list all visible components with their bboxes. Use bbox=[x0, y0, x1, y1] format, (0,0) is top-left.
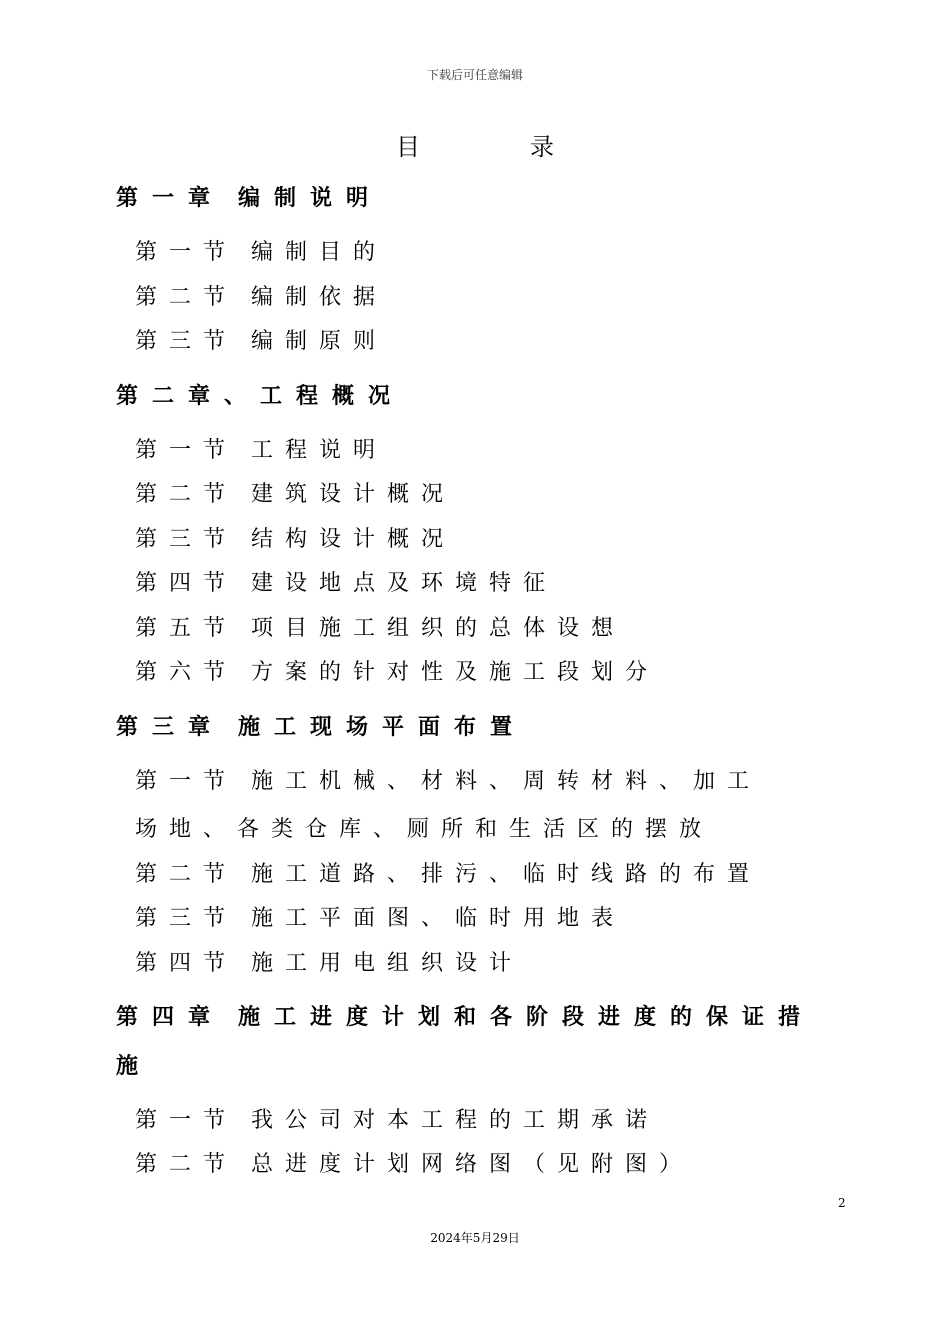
page-number: 2 bbox=[838, 1196, 846, 1210]
toc-chapter-4-continued: 施 bbox=[116, 1054, 153, 1079]
toc-section-2-3: 第三节 结构设计概况 bbox=[135, 527, 456, 552]
toc-chapter-1: 第一章 编制说明 bbox=[116, 186, 383, 211]
toc-section-1-2: 第二节 编制依据 bbox=[135, 285, 388, 310]
toc-chapter-4: 第四章 施工进度计划和各阶段进度的保证措 bbox=[116, 1005, 815, 1030]
toc-chapter-3: 第三章 施工现场平面布置 bbox=[116, 715, 527, 740]
toc-section-3-3: 第三节 施工平面图、临时用地表 bbox=[135, 906, 626, 931]
toc-section-2-5: 第五节 项目施工组织的总体设想 bbox=[135, 616, 626, 641]
page-footer-date: 2024年5月29日 bbox=[430, 1231, 520, 1245]
toc-chapter-2: 第二章、工程概况 bbox=[116, 384, 405, 409]
page-header: 下载后可任意编辑 bbox=[426, 68, 523, 82]
toc-section-2-1: 第一节 工程说明 bbox=[135, 438, 388, 463]
toc-title-right: 录 bbox=[530, 133, 554, 161]
toc-section-2-4: 第四节 建设地点及环境特征 bbox=[135, 571, 558, 596]
toc-section-4-2: 第二节 总进度计划网络图（见附图） bbox=[135, 1152, 694, 1177]
toc-section-1-3: 第三节 编制原则 bbox=[135, 329, 388, 354]
toc-title-left: 目 bbox=[396, 133, 420, 161]
toc-section-1-1: 第一节 编制目的 bbox=[135, 240, 388, 265]
toc-section-2-2: 第二节 建筑设计概况 bbox=[135, 482, 456, 507]
toc-section-3-4: 第四节 施工用电组织设计 bbox=[135, 951, 524, 976]
toc-section-2-6: 第六节 方案的针对性及施工段划分 bbox=[135, 660, 660, 685]
toc-section-3-1-continued: 场地、各类仓库、厕所和生活区的摆放 bbox=[135, 817, 714, 842]
toc-section-3-1: 第一节 施工机械、材料、周转材料、加工 bbox=[135, 769, 762, 794]
toc-section-3-2: 第二节 施工道路、排污、临时线路的布置 bbox=[135, 862, 762, 887]
toc-section-4-1: 第一节 我公司对本工程的工期承诺 bbox=[135, 1108, 660, 1133]
toc-title bbox=[0, 127, 950, 162]
